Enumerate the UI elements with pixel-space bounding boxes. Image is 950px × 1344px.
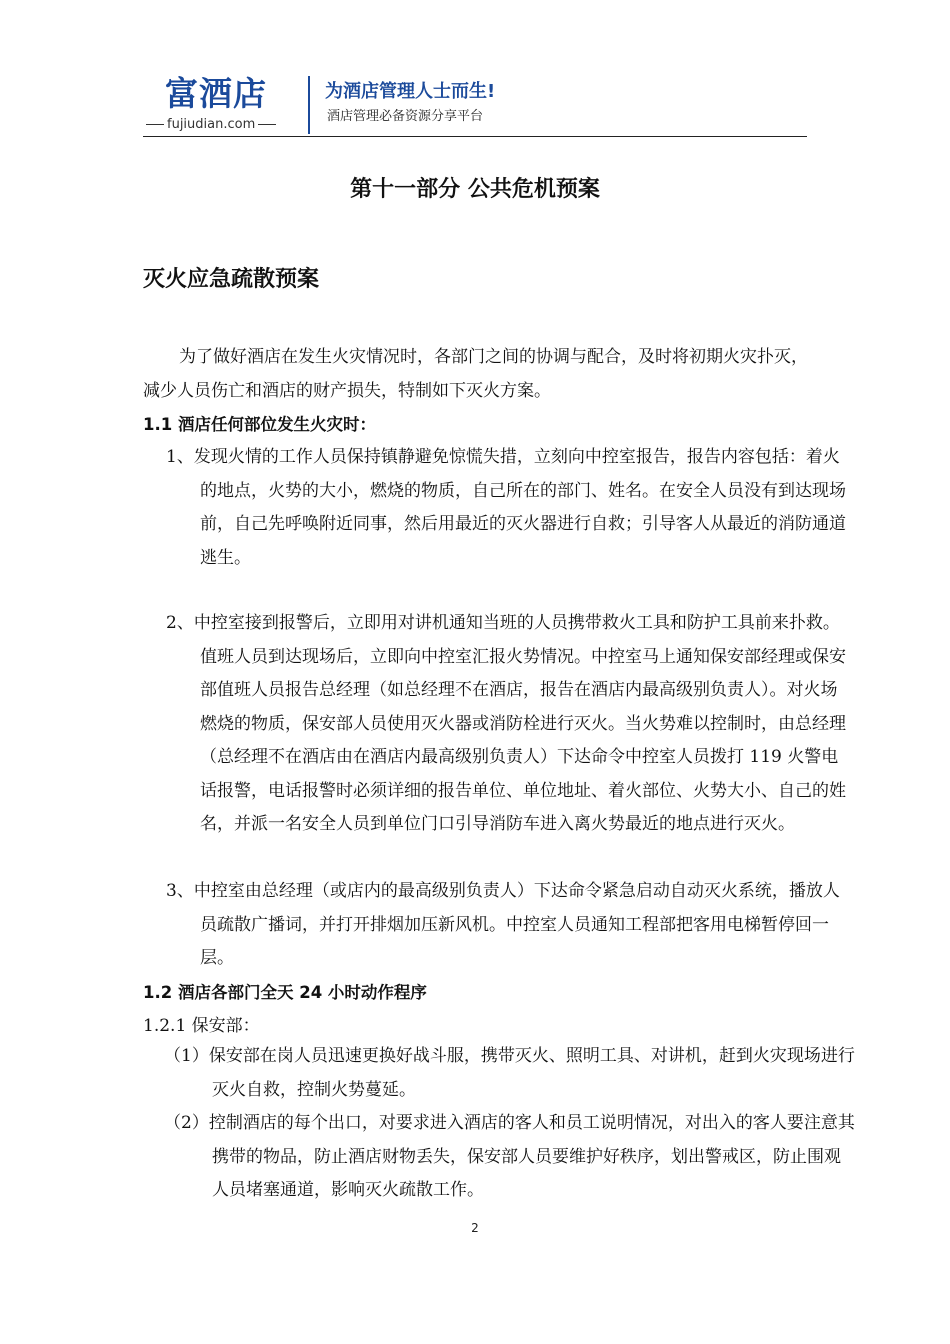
logo-url-text: fujiudian.com [167, 117, 256, 132]
part-title: 第十一部分 公共危机预案 [350, 177, 600, 202]
header-rule [143, 136, 807, 137]
header-divider [308, 76, 310, 134]
logo-url [143, 116, 293, 134]
list-item: 2、中控室接到报警后，立即用对讲机通知当班的人员携带救火工具和防护工具前来扑救。值班人员到达现场后，立即向中控室汇报火势情况。中控室马上通知保安部经理或保安部值班人员报告总经理（如总经理不在酒店，报告在酒店内最高级别负责人）。对火场燃烧的物质，保安部人员使用灭火器或消防栓进行灭火。当火势难以控制时，由总经理（总经理不在酒店由在酒店内最高级别负责人）下达命令中控室人员拨打 119 火警电话报警，电话报警时必须详细的报告单位、单位地址、着火部位、火势大小、自己的姓名，并派一名安全人员到单位门口引导消防车进入离火势最近的地点进行灭火。 [166, 613, 846, 834]
heading-1-2: 1.2 酒店各部门全天 24 小时动作程序 [143, 983, 427, 1002]
heading-1-2-1: 1.2.1 保安部： [143, 1016, 260, 1036]
section-title: 灭火应急疏散预案 [143, 267, 320, 292]
list-item: 3、中控室由总经理（或店内的最高级别负责人）下达命令紧急启动自动灭火系统，播放人员疏散广播词，并打开排烟加压新风机。中控室人员通知工程部把客用电梯暂停回一层。 [166, 881, 840, 968]
intro-paragraph: 为了做好酒店在发生火灾情况时，各部门之间的协调与配合，及时将初期火灾扑灭，减少人员伤亡和酒店的财产损失，特制如下灭火方案。 [143, 347, 808, 401]
page-number: 2 [471, 1221, 479, 1235]
page-header [143, 70, 807, 136]
heading-1-1: 1.1 酒店任何部位发生火灾时： [143, 415, 376, 434]
logo [143, 70, 293, 136]
list-item: 1、发现火情的工作人员保持镇静避免惊慌失措，立刻向中控室报告，报告内容包括：着火的地点，火势的大小，燃烧的物质，自己所在的部门、姓名。在安全人员没有到达现场前，自己先呼唤附近同事，然后用最近的灭火器进行自救；引导客人从最近的消防通道逃生。 [166, 447, 846, 568]
list-item: （1）保安部在岗人员迅速更换好战斗服，携带灭火、照明工具、对讲机，赶到火灾现场进行灭火自救，控制火势蔓延。 [164, 1046, 855, 1100]
header-subslogan: 酒店管理必备资源分享平台 [327, 109, 484, 124]
logo-text: 富酒店 [165, 74, 267, 113]
header-slogan: 为酒店管理人士而生! [325, 81, 496, 102]
list-item: （2）控制酒店的每个出口，对要求进入酒店的客人和员工说明情况，对出入的客人要注意其携带的物品，防止酒店财物丢失，保安部人员要维护好秩序，划出警戒区，防止围观人员堵塞通道，影响灭火疏散工作。 [164, 1113, 855, 1200]
